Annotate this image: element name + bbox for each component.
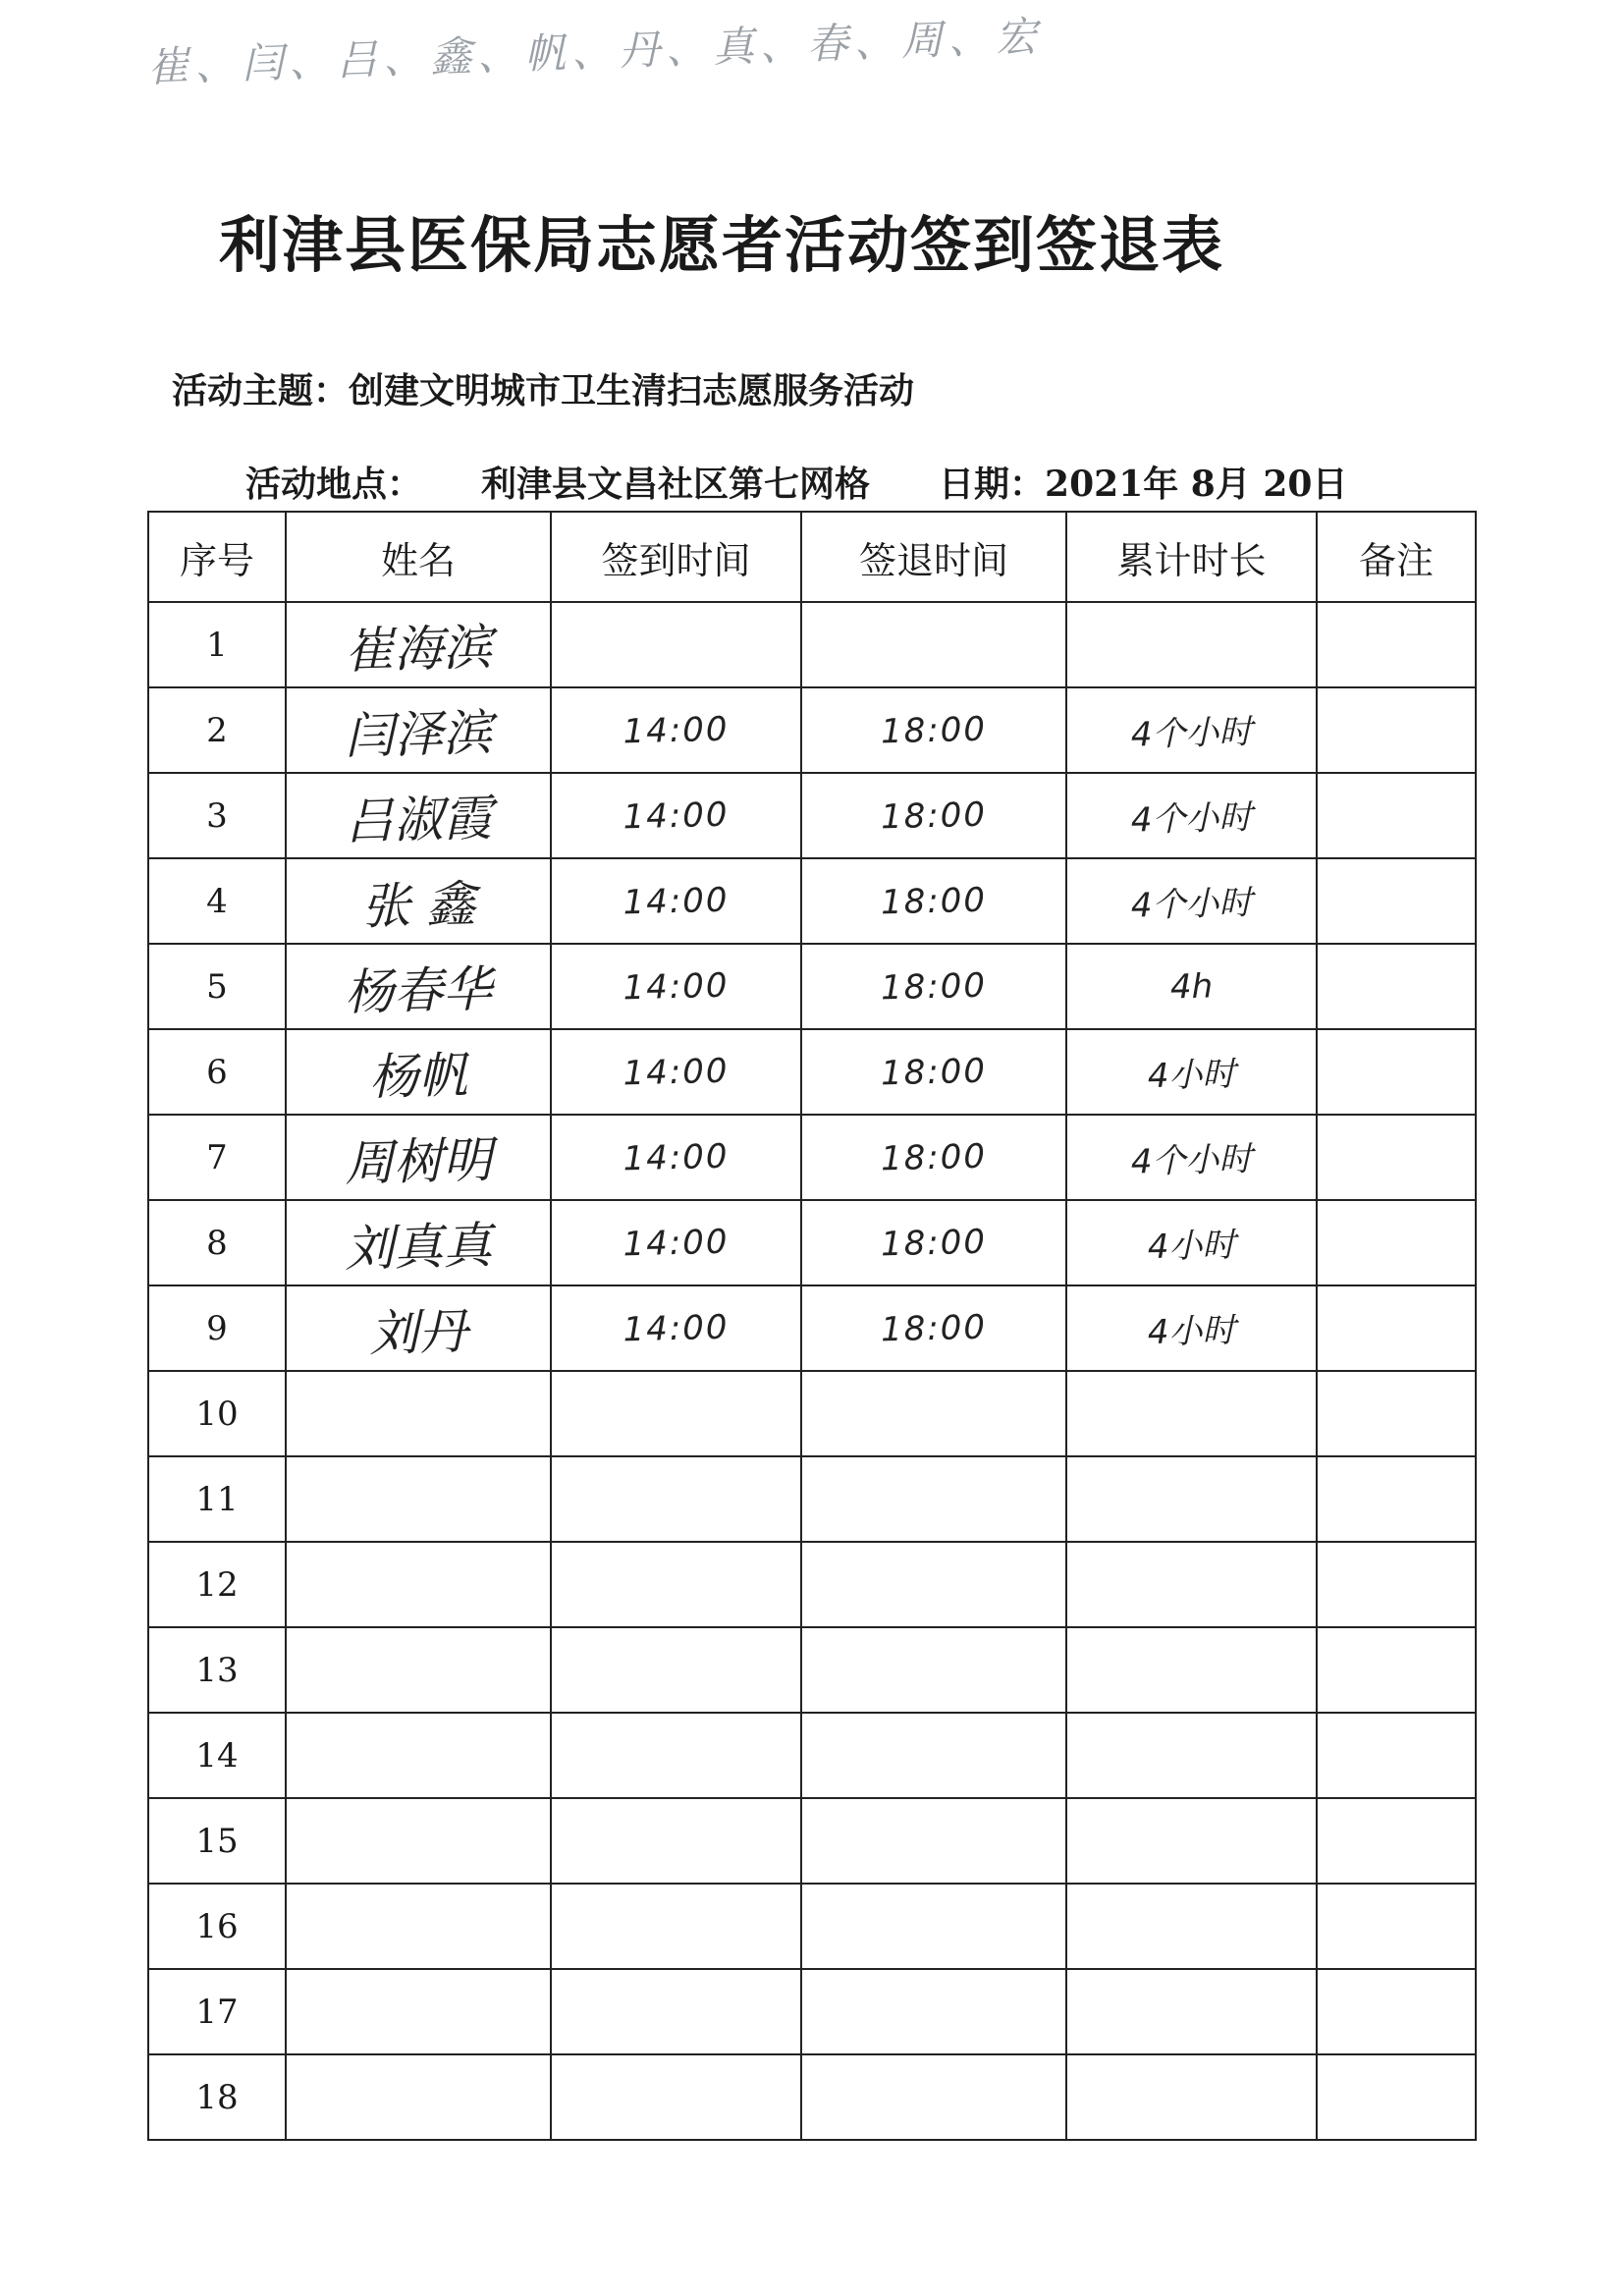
table-row (148, 602, 1476, 687)
cell-sign-out (800, 2050, 1067, 2143)
cell-remark (1316, 1540, 1477, 1629)
cell-name (285, 2050, 552, 2143)
cell-duration (1065, 1966, 1318, 2058)
cell-seq: 12 (148, 1542, 286, 1627)
table-row (148, 773, 1476, 858)
cell-name (285, 1367, 552, 1459)
header-duration: 累计时长 (1066, 512, 1317, 602)
table-row (148, 1200, 1476, 1285)
table-row (148, 1456, 1476, 1542)
cell-duration: 4个小时 (1065, 684, 1318, 777)
header-name: 姓名 (286, 512, 551, 602)
cell-sign-in: 14:00 (550, 684, 802, 777)
cell-sign-in (550, 1453, 802, 1546)
header-row (148, 512, 1476, 602)
cell-duration (1065, 1539, 1318, 1631)
cell-sign-in: 14:00 (550, 1283, 802, 1375)
table-row (148, 1969, 1476, 2054)
cell-duration: 4个小时 (1065, 1112, 1318, 1204)
cell-sign-in: 14:00 (550, 770, 802, 862)
date-value: 2021年 8月 20日 (1045, 464, 1348, 505)
cell-sign-out (800, 1623, 1067, 1716)
cell-name (285, 1623, 552, 1716)
theme-value: 创建文明城市卫生清扫志愿服务活动 (349, 370, 915, 411)
cell-sign-out (800, 1965, 1067, 2057)
cell-remark (1316, 600, 1477, 689)
table-row (148, 944, 1476, 1029)
cell-duration: 4h (1065, 941, 1318, 1033)
cell-sign-out (800, 598, 1067, 690)
cell-remark (1316, 1369, 1477, 1458)
cell-name: 张 鑫 (285, 854, 552, 947)
cell-duration (1065, 1795, 1318, 1887)
cell-duration: 4小时 (1065, 1197, 1318, 1289)
cell-seq: 13 (148, 1627, 286, 1713)
cell-sign-in: 14:00 (550, 1026, 802, 1119)
cell-remark (1316, 1625, 1477, 1715)
cell-name: 周树明 (285, 1111, 552, 1203)
cell-seq: 11 (148, 1456, 286, 1542)
cell-seq: 10 (148, 1371, 286, 1456)
table-row (148, 1285, 1476, 1371)
activity-place-date (245, 457, 1347, 507)
cell-sign-out (800, 1794, 1067, 1886)
activity-theme (172, 363, 914, 413)
cell-sign-out: 18:00 (800, 854, 1067, 947)
cell-sign-out: 18:00 (800, 769, 1067, 861)
cell-seq: 9 (148, 1285, 286, 1371)
cell-duration: 4小时 (1065, 1026, 1318, 1119)
table-row (148, 1798, 1476, 1884)
cell-remark (1316, 1967, 1477, 2056)
header-seq: 序号 (148, 512, 286, 602)
cell-name: 杨帆 (285, 1025, 552, 1118)
cell-seq: 16 (148, 1884, 286, 1969)
cell-seq: 6 (148, 1029, 286, 1115)
table-row (148, 2054, 1476, 2140)
cell-sign-out: 18:00 (800, 1196, 1067, 1288)
table-row (148, 1627, 1476, 1713)
cell-duration (1065, 1624, 1318, 1717)
cell-sign-in (550, 1539, 802, 1631)
table-row (148, 687, 1476, 773)
cell-sign-in (550, 1368, 802, 1460)
cell-remark (1316, 942, 1477, 1031)
table-row (148, 1029, 1476, 1115)
cell-sign-out: 18:00 (800, 1282, 1067, 1374)
cell-sign-out (800, 1452, 1067, 1545)
cell-name (285, 1538, 552, 1630)
cell-seq: 17 (148, 1969, 286, 2054)
table-row (148, 1115, 1476, 1200)
cell-name (285, 1880, 552, 1972)
cell-duration (1065, 1710, 1318, 1802)
table-row (148, 1713, 1476, 1798)
cell-sign-out: 18:00 (800, 1025, 1067, 1118)
page-title: 利津县医保局志愿者活动签到签退表 (218, 209, 1224, 281)
cell-duration (1065, 2051, 1318, 2144)
signin-table (147, 511, 1477, 2141)
cell-sign-in: 14:00 (550, 1112, 802, 1204)
cell-seq: 18 (148, 2054, 286, 2140)
handwritten-note: 崔、闫、吕、鑫、帆、丹、真、春、周、宏 (146, 12, 1044, 91)
header-sign-out: 签退时间 (801, 512, 1066, 602)
cell-name: 刘丹 (285, 1282, 552, 1374)
cell-remark (1316, 1284, 1477, 1373)
cell-sign-in: 14:00 (550, 855, 802, 948)
table-row (148, 858, 1476, 944)
cell-duration: 4个小时 (1065, 770, 1318, 862)
cell-duration (1065, 599, 1318, 691)
cell-sign-in: 14:00 (550, 1197, 802, 1289)
header-sign-in: 签到时间 (551, 512, 801, 602)
cell-duration (1065, 1368, 1318, 1460)
place-value: 利津县文昌社区第七网格 (481, 464, 871, 505)
cell-remark (1316, 1882, 1477, 1971)
cell-remark (1316, 1796, 1477, 1886)
cell-name (285, 1709, 552, 1801)
cell-name (285, 1794, 552, 1886)
cell-sign-out: 18:00 (800, 683, 1067, 776)
cell-seq: 3 (148, 773, 286, 858)
cell-name: 杨春华 (285, 940, 552, 1032)
cell-duration (1065, 1881, 1318, 1973)
cell-remark (1316, 1113, 1477, 1202)
cell-remark (1316, 1711, 1477, 1800)
cell-sign-in (550, 1966, 802, 2058)
theme-label: 活动主题： (172, 370, 350, 411)
cell-name: 吕淑霞 (285, 769, 552, 861)
cell-sign-out: 18:00 (800, 940, 1067, 1032)
cell-remark (1316, 1027, 1477, 1117)
header-remark: 备注 (1317, 512, 1476, 602)
cell-name: 闫泽滨 (285, 683, 552, 776)
table-row (148, 1884, 1476, 1969)
cell-sign-in (550, 1795, 802, 1887)
cell-name: 崔海滨 (285, 598, 552, 690)
cell-duration: 4小时 (1065, 1283, 1318, 1375)
cell-sign-out (800, 1367, 1067, 1459)
place-label: 活动地点： (245, 464, 423, 505)
cell-name: 刘真真 (285, 1196, 552, 1288)
cell-sign-in: 14:00 (550, 941, 802, 1033)
cell-sign-in (550, 1624, 802, 1717)
cell-seq: 1 (148, 602, 286, 687)
cell-duration (1065, 1453, 1318, 1546)
cell-seq: 4 (148, 858, 286, 944)
cell-duration: 4个小时 (1065, 855, 1318, 948)
cell-seq: 2 (148, 687, 286, 773)
cell-name (285, 1452, 552, 1545)
table-row (148, 1371, 1476, 1456)
cell-sign-in (550, 1710, 802, 1802)
cell-remark (1316, 1454, 1477, 1544)
cell-remark (1316, 1198, 1477, 1287)
cell-remark (1316, 685, 1477, 775)
cell-seq: 8 (148, 1200, 286, 1285)
cell-sign-out: 18:00 (800, 1111, 1067, 1203)
cell-remark (1316, 2052, 1477, 2142)
cell-sign-in (550, 1881, 802, 1973)
cell-sign-in (550, 2051, 802, 2144)
cell-name (285, 1965, 552, 2057)
cell-sign-out (800, 1538, 1067, 1630)
cell-seq: 5 (148, 944, 286, 1029)
cell-sign-out (800, 1880, 1067, 1972)
cell-remark (1316, 771, 1477, 860)
table-row (148, 1542, 1476, 1627)
cell-remark (1316, 856, 1477, 946)
cell-seq: 7 (148, 1115, 286, 1200)
cell-seq: 15 (148, 1798, 286, 1884)
date-label: 日期： (939, 464, 1046, 505)
cell-sign-in (550, 599, 802, 691)
cell-sign-out (800, 1709, 1067, 1801)
cell-seq: 14 (148, 1713, 286, 1798)
